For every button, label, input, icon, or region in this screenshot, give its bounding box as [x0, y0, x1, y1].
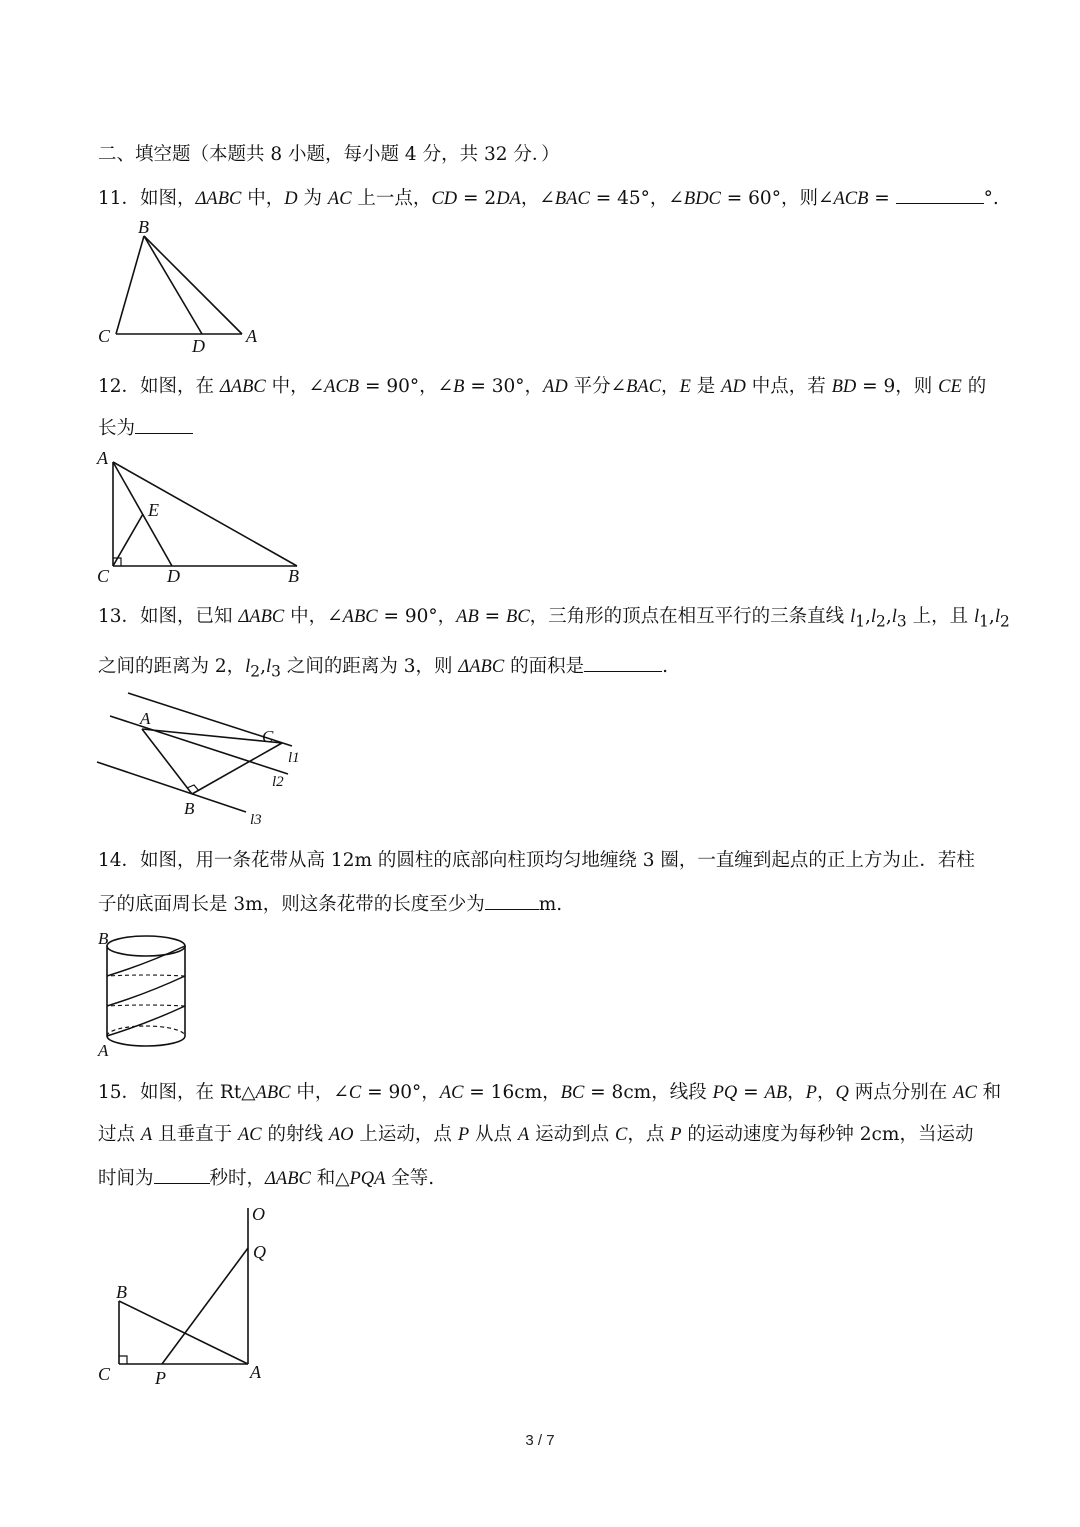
- label-a: A: [140, 709, 151, 728]
- figure-q15: [92, 1196, 292, 1396]
- question-number: 13．: [98, 606, 141, 627]
- label-l2: l2: [272, 774, 284, 790]
- label-d: D: [192, 336, 205, 356]
- label-a: A: [97, 448, 108, 468]
- question-15-text: 15．如图，在 Rt△ABC 中，∠C = 90°，AC = 16cm，BC = 8cm，线段 PQ = AB，P，Q 两点分别在 AC 和: [98, 1082, 1002, 1103]
- answer-blank: [485, 893, 539, 910]
- question-12-text-line2: 长为: [98, 414, 193, 440]
- label-a: A: [250, 1362, 261, 1382]
- page-number: 3 / 7: [525, 1432, 555, 1449]
- label-b: B: [184, 799, 195, 818]
- section-title: 二、填空题（本题共 8 小题，每小题 4 分，共 32 分．）: [98, 144, 560, 165]
- figure-q13: [92, 688, 322, 838]
- answer-blank: [584, 655, 662, 672]
- answer-blank: [135, 417, 193, 434]
- label-l3: l3: [250, 812, 262, 828]
- question-13-text-line2: 之间的距离为 2，$l_2,l_3$ 之间的距离为 3，则 ΔABC 的面积是 .: [98, 656, 668, 681]
- label-b: B: [288, 566, 299, 586]
- answer-blank: [896, 187, 984, 204]
- question-14-text-line2: 子的底面周长是 3m，则这条花带的长度至少为 m.: [98, 894, 563, 915]
- label-d: D: [167, 566, 180, 586]
- label-b: B: [116, 1282, 127, 1302]
- label-q: Q: [253, 1242, 266, 1262]
- question-15-text-line3: 时间为 秒时，ΔABC 和△PQA 全等.: [98, 1168, 435, 1189]
- answer-blank: [154, 1167, 210, 1184]
- label-a: A: [246, 326, 257, 346]
- question-number: 14．: [98, 850, 141, 871]
- question-11-text: 11．如图，ΔABC 中，D 为 AC 上一点，CD = 2DA，∠BAC = 45°，∠BDC = 60°，则∠ACB = °.: [98, 188, 999, 209]
- label-b: B: [138, 217, 149, 237]
- question-number: 12．: [98, 376, 141, 397]
- question-number: 11．: [98, 188, 141, 209]
- question-12-text: 12．如图，在 ΔABC 中，∠ACB = 90°，∠B = 30°，AD 平分∠BAC，E 是 AD 中点，若 BD = 9，则 CE 的: [98, 376, 987, 397]
- question-13-text: 13．如图，已知 ΔABC 中，∠ABC = 90°，AB = BC，三角形的顶点在相互平行的三条直线 $l_1,l_2,l_3$ 上，且 $l_1,l_2$: [98, 606, 1010, 631]
- label-c: C: [97, 566, 110, 586]
- label-b: B: [98, 929, 109, 948]
- label-p: P: [155, 1368, 166, 1388]
- label-o: O: [252, 1204, 265, 1224]
- question-14-text: 14．如图，用一条花带从高 12m 的圆柱的底部向柱顶均匀地缠绕 3 圈，一直缠到起点的正上方为止．若柱: [98, 850, 975, 871]
- label-c: C: [98, 1364, 111, 1384]
- figure-q12: [92, 446, 312, 586]
- figure-q11: [92, 212, 272, 362]
- label-a: A: [98, 1041, 109, 1060]
- figure-q14: [92, 924, 202, 1064]
- label-c: C: [262, 727, 274, 746]
- label-c: C: [98, 326, 111, 346]
- question-15-text-line2: 过点 A 且垂直于 AC 的射线 AO 上运动，点 P 从点 A 运动到点 C，点 P 的运动速度为每秒钟 2cm，当运动: [98, 1124, 974, 1145]
- label-l1: l1: [288, 750, 300, 766]
- label-e: E: [148, 500, 159, 520]
- question-number: 15．: [98, 1082, 141, 1103]
